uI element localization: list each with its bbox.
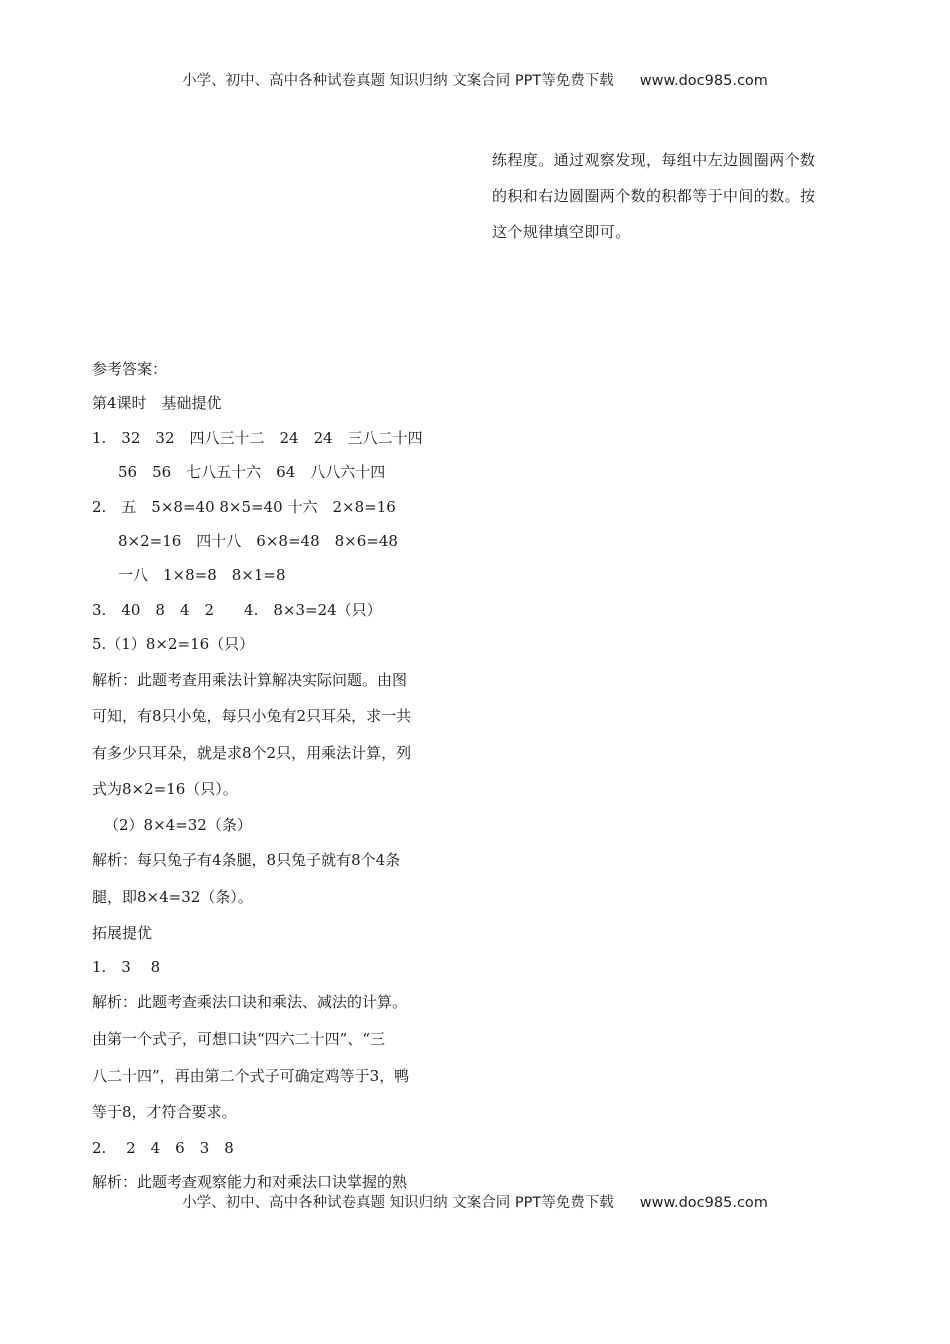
header-url[interactable]: www.doc985.com	[639, 73, 768, 89]
right-line-3: 这个规律填空即可。	[492, 223, 631, 241]
answer-section	[92, 352, 472, 1200]
lesson-title: 第4课时 基础提优	[92, 394, 222, 413]
q1-line-1: 1. 32 32 四八三十二 24 24 三八二十四	[92, 428, 423, 447]
e1-analysis-line: 由第一个式子，可想口诀“四六二十四”、“三	[92, 1030, 386, 1049]
answers-heading: 参考答案：	[92, 360, 168, 378]
q5-part-2: （2）8×4=32（条）	[104, 816, 252, 835]
q1-line-2: 56 56 七八五十六 64 八八六十四	[118, 463, 386, 482]
page-header	[0, 69, 950, 90]
q2-line-2: 8×2=16 四十八 6×8=48 8×6=48	[118, 532, 398, 551]
q2-line-3: 一八 1×8=8 8×1=8	[118, 566, 286, 585]
q5-2-analysis-line: 解析：每只兔子有4条腿，8只兔子就有8个4条	[92, 851, 401, 870]
q2-line-1: 2. 五 5×8=40 8×5=40 十六 2×8=16	[92, 497, 396, 516]
e1-analysis-line: 八二十四”，再由第二个式子可确定鸡等于3，鸭	[92, 1066, 410, 1085]
q5-part-1: 5.（1）8×2=16（只）	[92, 635, 255, 654]
page-footer	[0, 1191, 950, 1212]
q5-1-analysis-line: 有多少只耳朵，就是求8个2只，用乘法计算，列	[92, 743, 412, 762]
extension-heading: 拓展提优	[92, 923, 153, 942]
q5-1-analysis-line: 可知，有8只小兔，每只小兔有2只耳朵，求一共	[92, 707, 412, 726]
e1-analysis-line: 解析：此题考查乘法口诀和乘法、减法的计算。	[92, 993, 408, 1012]
e2-answer: 2. 2 4 6 3 8	[92, 1138, 234, 1157]
header-text: 小学、初中、高中各种试卷真题 知识归纳 文案合同 PPT等免费下载	[182, 73, 614, 89]
right-column-text	[492, 142, 862, 250]
q5-2-analysis-line: 腿，即8×4=32（条）。	[92, 888, 253, 907]
q5-1-analysis-line: 解析：此题考查用乘法计算解决实际问题。由图	[92, 670, 408, 689]
e1-analysis-line: 等于8，才符合要求。	[92, 1103, 237, 1122]
q3-q4-line: 3. 40 8 4 2 4. 8×3=24（只）	[92, 600, 382, 619]
footer-text: 小学、初中、高中各种试卷真题 知识归纳 文案合同 PPT等免费下载	[182, 1195, 614, 1211]
e1-answer: 1. 3 8	[92, 958, 161, 977]
right-line-1: 练程度。通过观察发现，每组中左边圆圈两个数	[492, 151, 816, 169]
e2-analysis-line: 解析：此题考查观察能力和对乘法口诀掌握的熟	[92, 1173, 408, 1192]
right-line-2: 的积和右边圆圈两个数的积都等于中间的数。按	[492, 187, 816, 205]
q5-1-analysis-line: 式为8×2=16（只）。	[92, 780, 238, 799]
footer-url[interactable]: www.doc985.com	[639, 1195, 768, 1211]
